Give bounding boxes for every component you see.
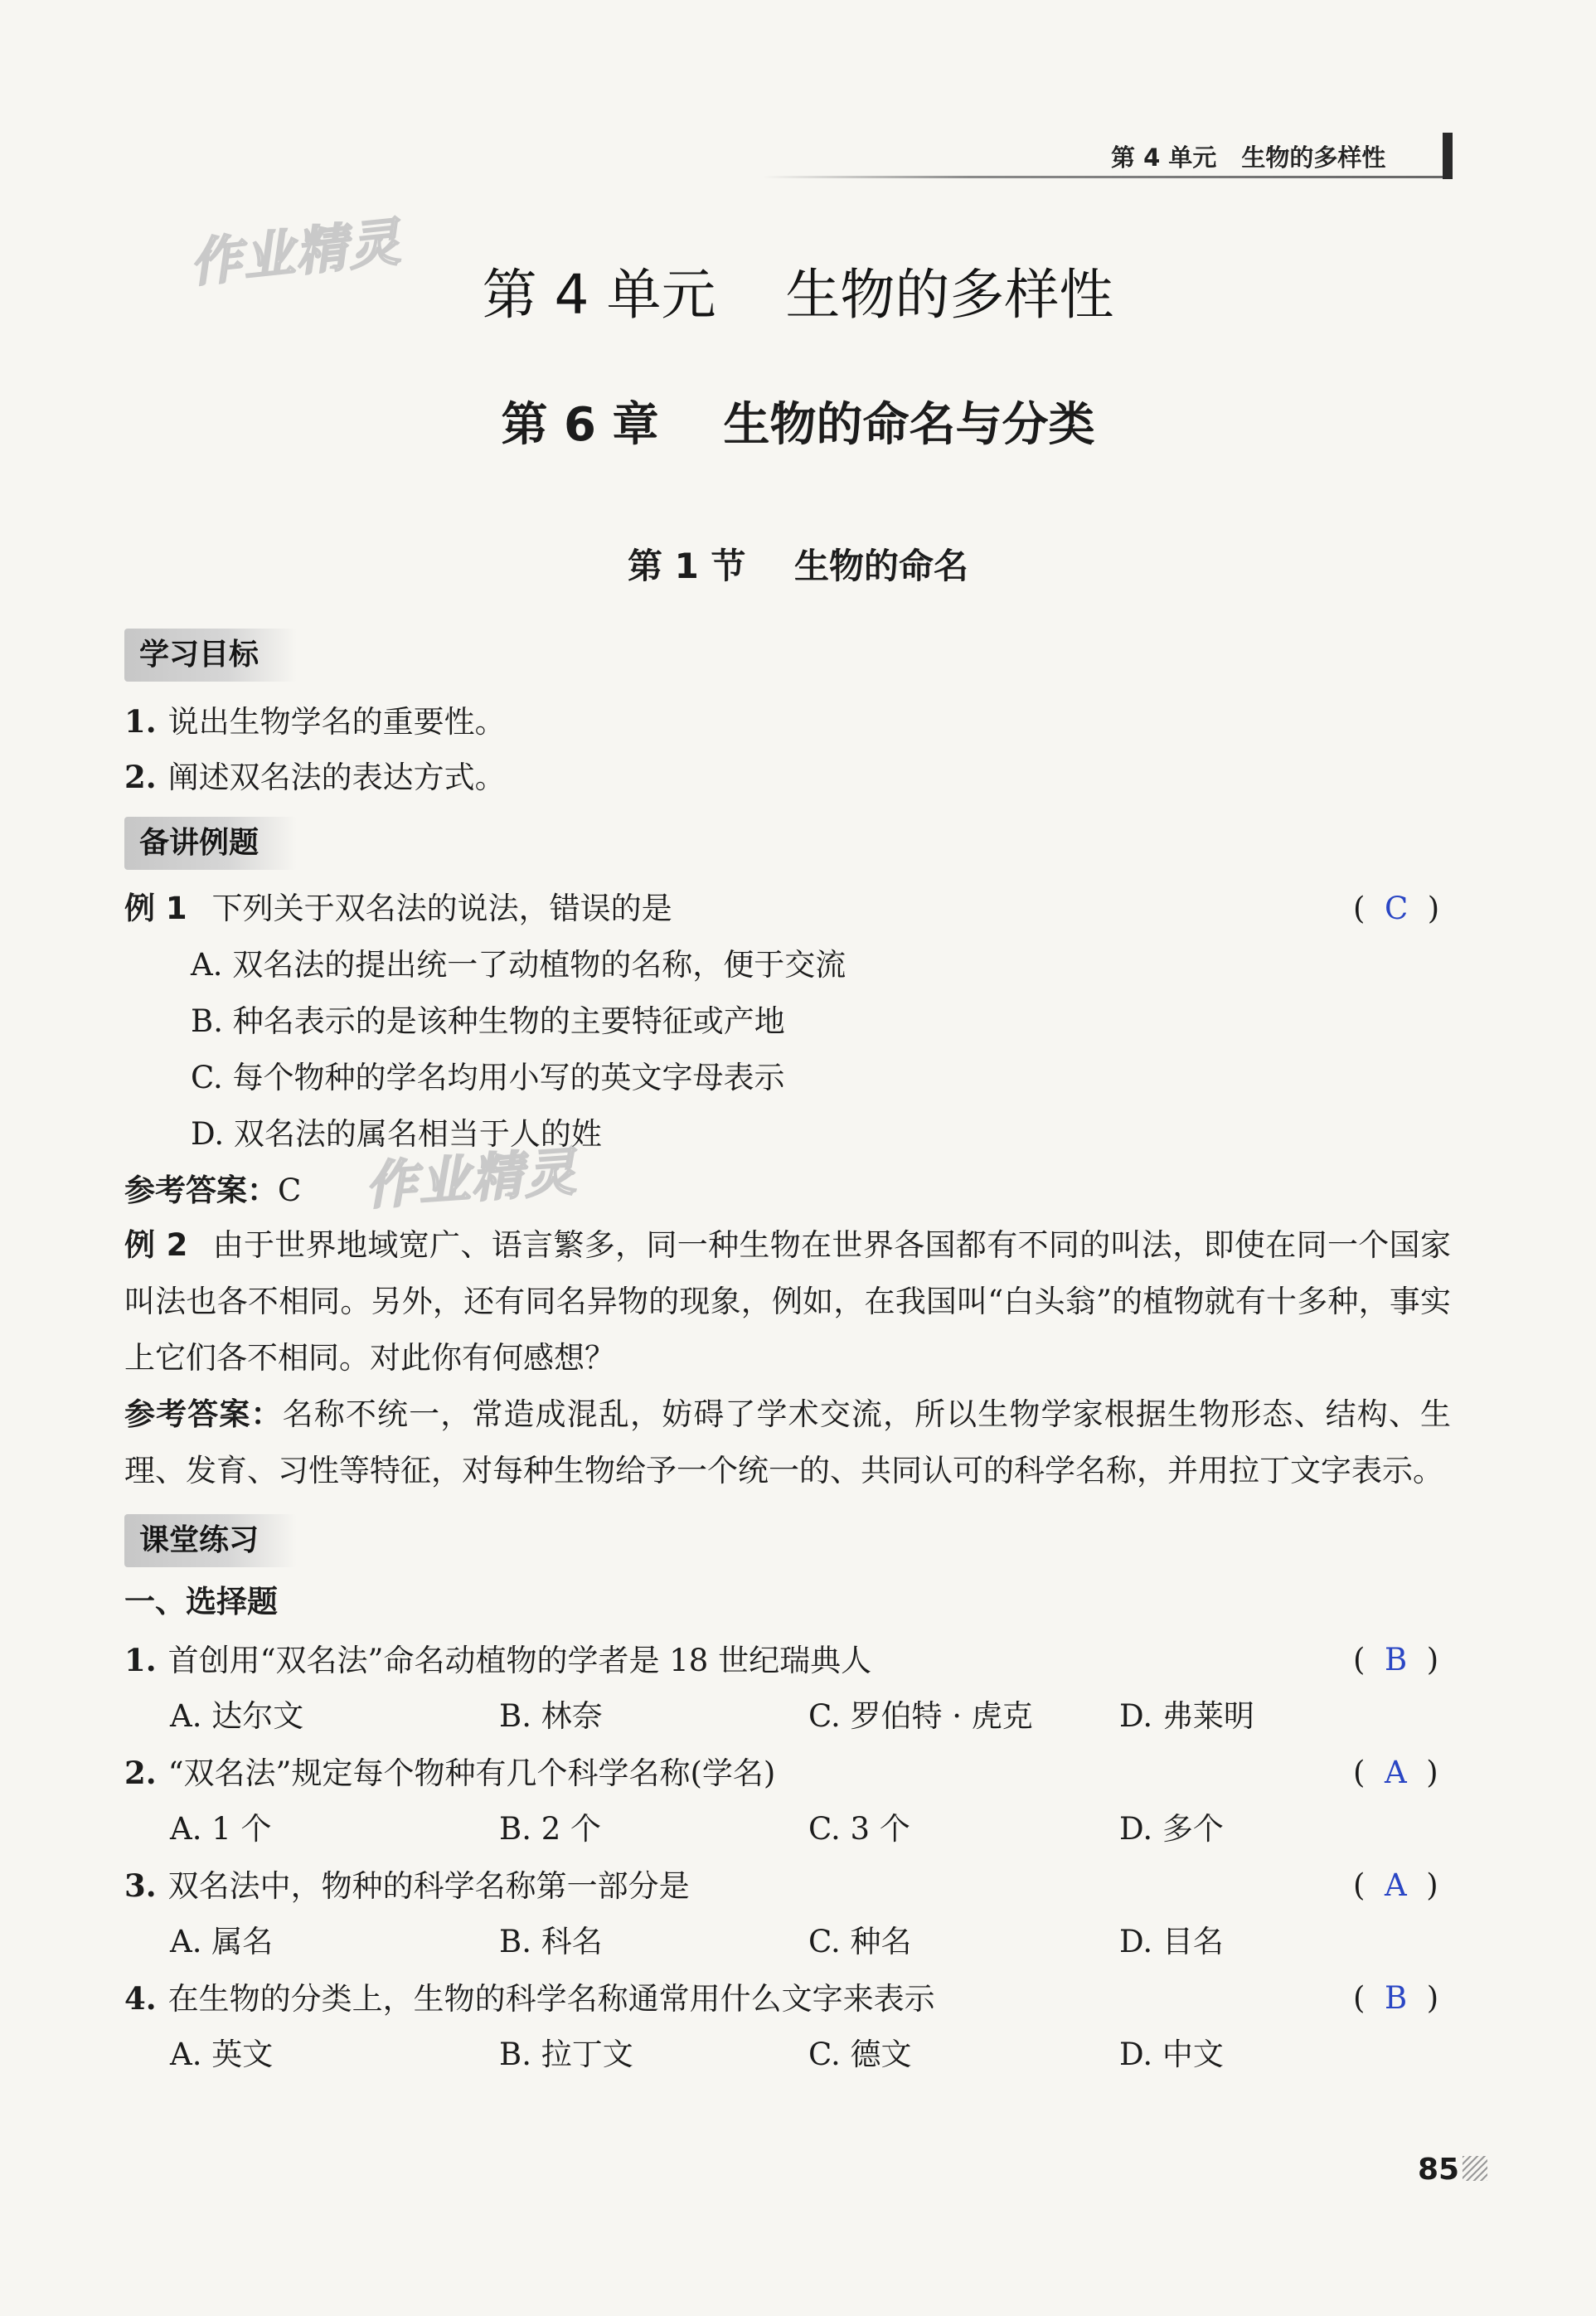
option: A. 达尔文: [170, 1698, 304, 1734]
option: A. 1 个: [170, 1811, 272, 1847]
watermark: 作业精灵: [187, 211, 405, 294]
option: C. 种名: [808, 1924, 912, 1959]
learning-goals-heading: 学习目标: [124, 629, 297, 682]
option: C. 罗伯特 · 虎克: [808, 1698, 1033, 1734]
question-text: 双名法中，物种的科学名称第一部分是: [167, 1868, 690, 1904]
example-label: 例 2: [124, 1227, 188, 1263]
unit-title: 第 4 单元 生物的多样性: [482, 263, 1114, 327]
goal-num: 1.: [124, 703, 157, 740]
example-2-question: [124, 1217, 1451, 1386]
question-num: 2.: [124, 1755, 157, 1791]
option: D. 中文: [1119, 2037, 1224, 2072]
question-num: 4.: [124, 1980, 157, 2017]
answer-letter: B: [1384, 1980, 1408, 2016]
example-1-reference-answer: [124, 1171, 301, 1211]
reference-answer: C: [278, 1173, 302, 1208]
question-text: “双名法”规定每个物种有几个科学名称(学名): [167, 1755, 776, 1791]
reference-answer: 名称不统一，常造成混乱，妨碍了学术交流，所以生物学家根据生物形态、结构、生理、发育、习性等特征，对每种生物给予一个统一的、共同认可的科学名称，并用拉丁文字表示。: [124, 1396, 1452, 1488]
answer-bracket: ( C ): [1353, 891, 1440, 926]
question: [124, 1640, 871, 1681]
question-text: 由于世界地域宽广、语言繁多，同一种生物在世界各国都有不同的叫法，即使在同一个国家叫法也各不相同。另外，还有同名异物的现象，例如，在我国叫“白头翁”的植物就有十多种，事实上它们各不相同。对此你有何感想？: [124, 1227, 1451, 1376]
question-num: 3.: [124, 1867, 157, 1904]
header-rule: [763, 176, 1451, 178]
example-label: 例 1: [124, 891, 187, 926]
answer-bracket: ( A ): [1353, 1867, 1438, 1903]
question-text: 首创用“双名法”命名动植物的学者是 18 世纪瑞典人: [167, 1643, 872, 1678]
section-title: 第 1 节 生物的命名: [628, 546, 968, 586]
option: C. 德文: [808, 2037, 912, 2072]
reference-label: 参考答案：: [124, 1173, 278, 1208]
examples-heading: 备讲例题: [124, 817, 297, 870]
goal-item: [124, 757, 506, 798]
option: B. 林奈: [499, 1698, 603, 1734]
option: B. 拉丁文: [499, 2037, 633, 2072]
option: A. 双名法的提出统一了动植物的名称，便于交流: [191, 947, 847, 983]
reference-label: 参考答案：: [124, 1396, 283, 1432]
question: [124, 1979, 935, 2019]
question: [124, 1753, 775, 1794]
practice-section-title: 一、选择题: [124, 1584, 278, 1619]
question-text: 下列关于双名法的说法，错误的是: [211, 891, 672, 926]
option: D. 双名法的属名相当于人的姓: [191, 1116, 602, 1152]
goal-item: [124, 702, 506, 742]
option: A. 属名: [170, 1924, 274, 1959]
option: D. 弗莱明: [1119, 1698, 1254, 1734]
header-bar: [1443, 133, 1453, 179]
goal-num: 2.: [124, 759, 157, 795]
answer-letter: A: [1384, 1867, 1407, 1903]
option: B. 科名: [499, 1924, 603, 1959]
chapter-title: 第 6 章 生物的命名与分类: [501, 398, 1095, 452]
page-number: 85: [1418, 2153, 1460, 2187]
option: D. 多个: [1119, 1811, 1224, 1847]
question-num: 1.: [124, 1642, 157, 1678]
practice-heading: 课堂练习: [124, 1514, 297, 1567]
goal-text: 说出生物学名的重要性。: [167, 704, 506, 740]
option: B. 2 个: [499, 1811, 602, 1847]
header-unit: 第 4 单元: [1111, 143, 1217, 172]
example-1-question: [124, 889, 672, 929]
page-number-decoration: [1463, 2156, 1487, 2181]
answer-letter: C: [1384, 891, 1409, 926]
option: C. 每个物种的学名均用小写的英文字母表示: [191, 1060, 785, 1095]
example-2-reference-answer: [124, 1386, 1451, 1499]
question: [124, 1866, 690, 1906]
option: D. 目名: [1119, 1924, 1224, 1959]
question-text: 在生物的分类上，生物的科学名称通常用什么文字来表示: [167, 1981, 935, 2017]
option: C. 3 个: [808, 1811, 910, 1847]
answer-bracket: ( B ): [1353, 1980, 1439, 2016]
answer-letter: B: [1384, 1642, 1408, 1678]
answer-letter: A: [1384, 1755, 1407, 1790]
running-header: [1111, 134, 1438, 177]
option: A. 英文: [170, 2037, 274, 2072]
goal-text: 阐述双名法的表达方式。: [167, 760, 506, 795]
option: B. 种名表示的是该种生物的主要特征或产地: [191, 1003, 785, 1039]
header-title: 生物的多样性: [1241, 143, 1386, 172]
watermark: 作业精灵: [363, 1141, 580, 1216]
answer-bracket: ( B ): [1353, 1642, 1439, 1678]
answer-bracket: ( A ): [1353, 1755, 1438, 1790]
